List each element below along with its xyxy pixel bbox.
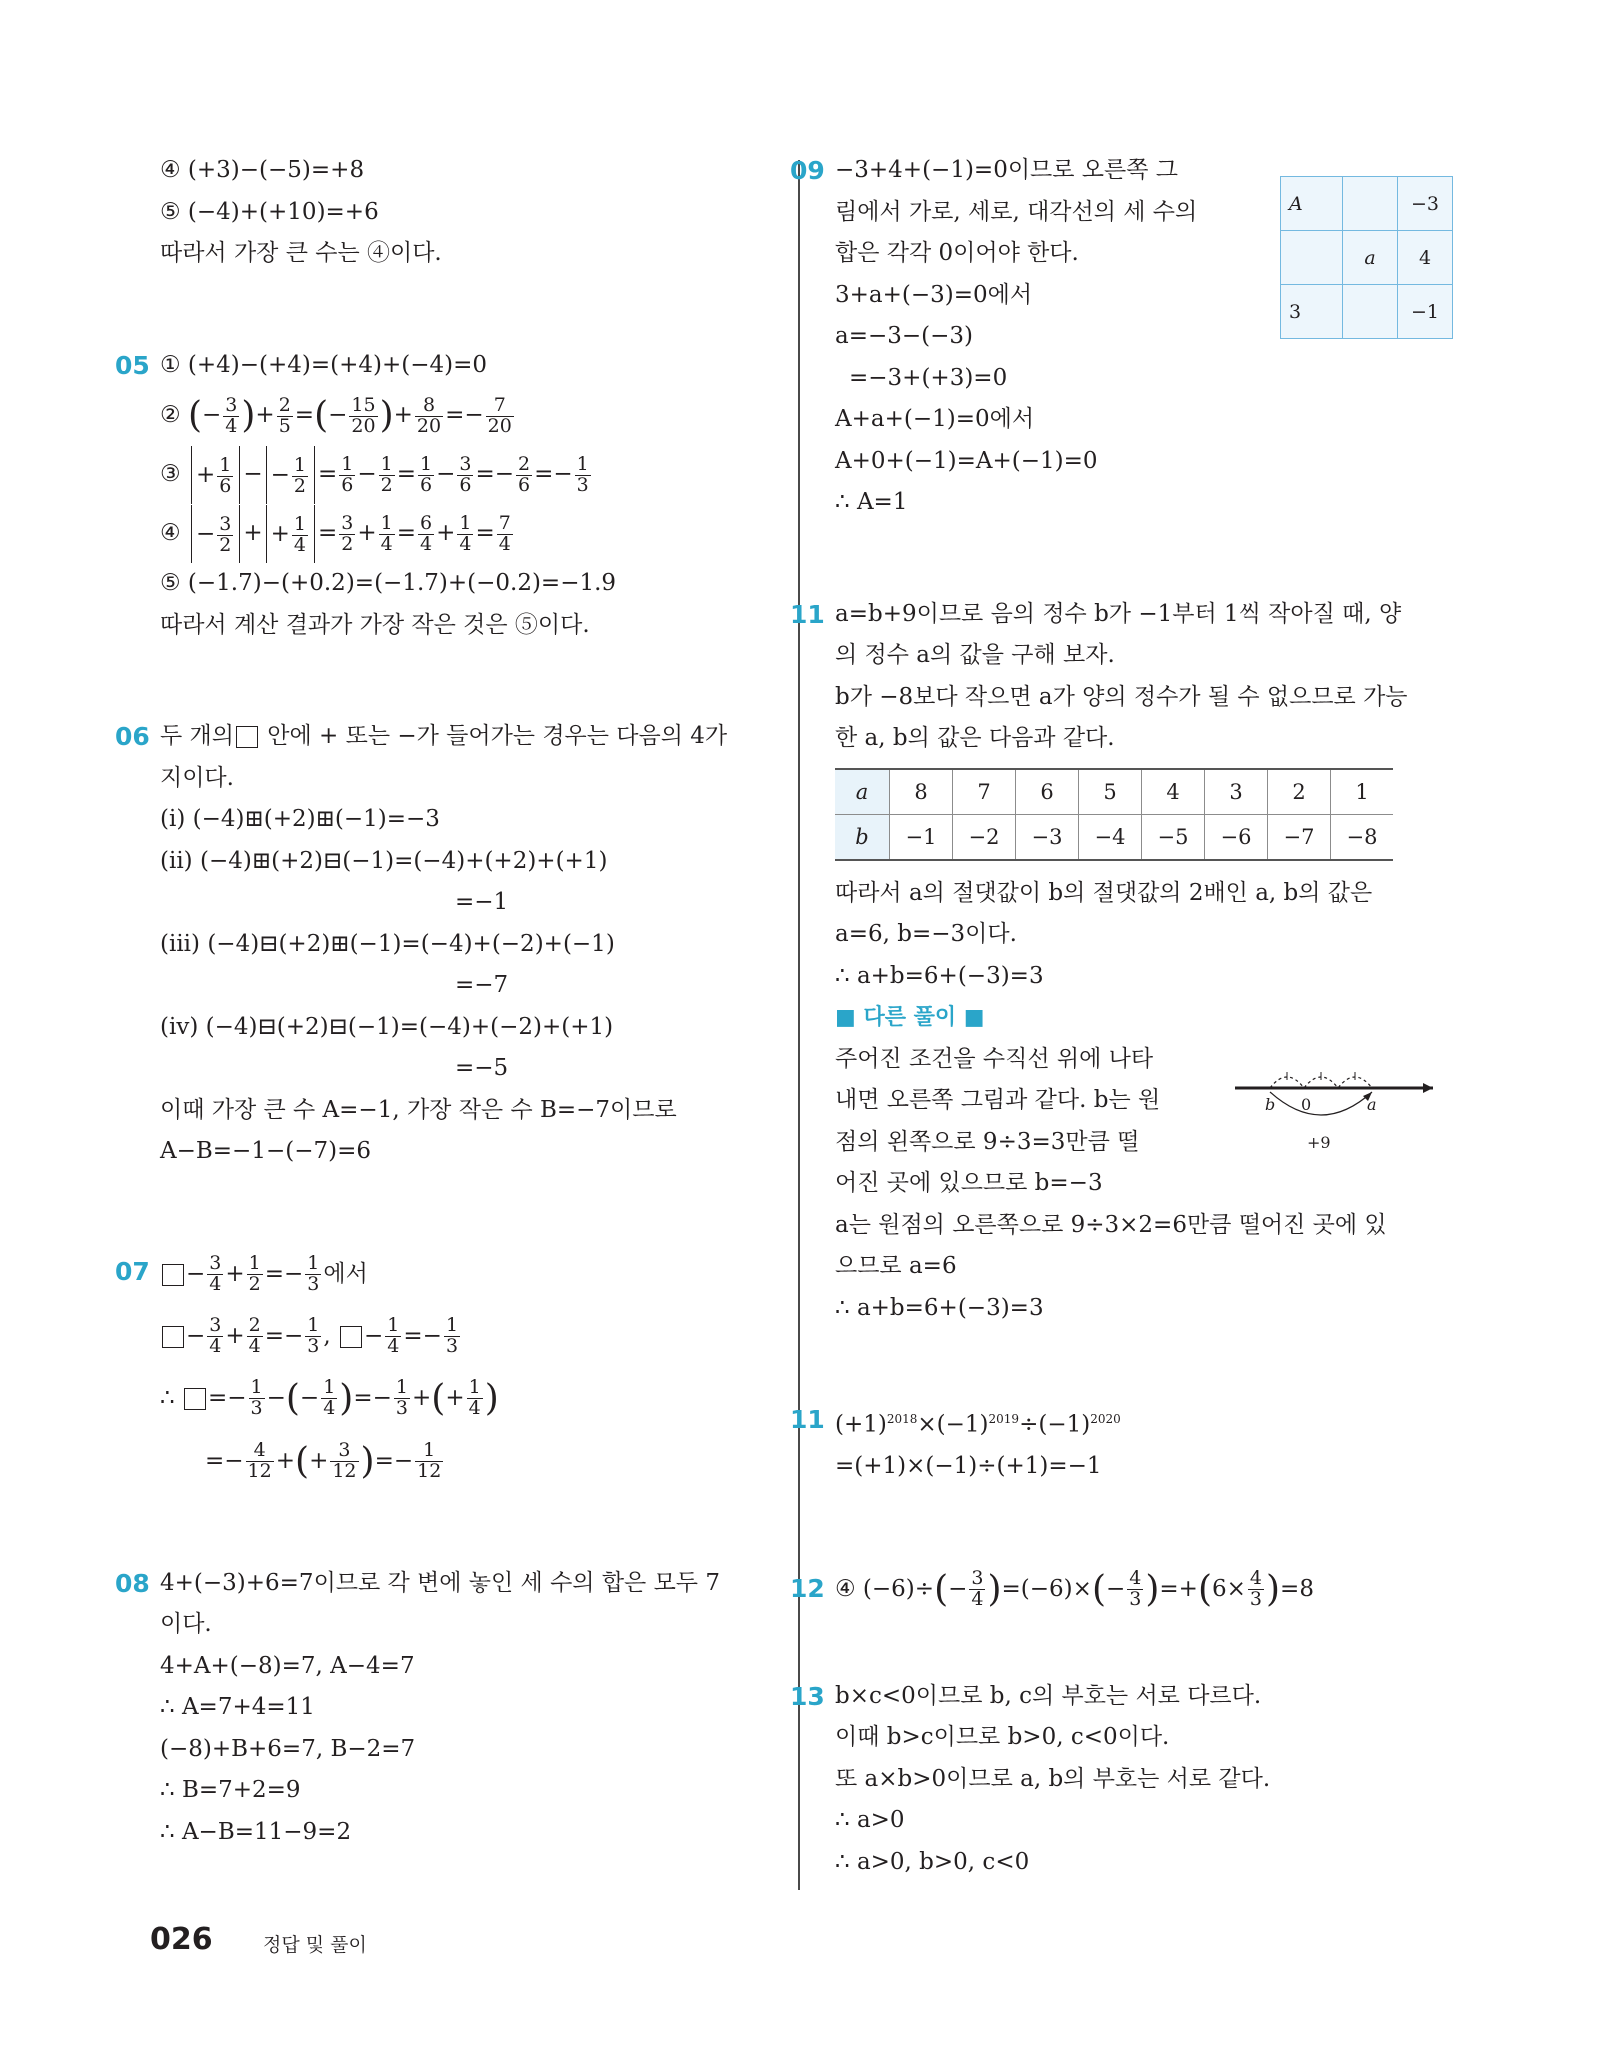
table-cell: 5 (1079, 769, 1142, 815)
problem-number: 13 (790, 1681, 825, 1711)
p06-case-4-result: =−5 (455, 1055, 509, 1081)
p11a-other-6: 으므로 a=6 (835, 1253, 957, 1279)
p04-line-2: ⑤ (−4)+(+10)=+6 (160, 198, 379, 225)
p11a-line-1: a=b+9이므로 음의 정수 b가 −1부터 1씩 작아질 때, 양 (835, 600, 1402, 627)
p09-line-2: 림에서 가로, 세로, 대각선의 세 수의 (835, 198, 1198, 225)
page-number: 026 (150, 1922, 213, 1957)
left-column (115, 150, 780, 1853)
grid-cell: −3 (1398, 177, 1453, 231)
problem-07 (115, 1243, 780, 1493)
problem-number: 05 (115, 350, 150, 380)
label-a: a (1367, 1095, 1377, 1114)
p07-line-1: − $\frac{3}{4}$ + $\frac{1}{2}$ =− $\frac{1}{3}$ 에서 (160, 1243, 780, 1305)
problem-04-continued (160, 150, 780, 275)
blank-box (162, 1264, 184, 1286)
label-b: b (1265, 1095, 1276, 1114)
p11a-other-2: 내면 오른쪽 그림과 같다. b는 원 (835, 1087, 1161, 1113)
grid-cell: −1 (1398, 285, 1453, 339)
p05-line-2: ② (− $\frac{3}{4}$ )+ $\frac{2}{5}$ =(− $\frac{15}{20}$ )+ $\frac{8}{20}$ =− $\frac{7}{20}$ (160, 393, 512, 437)
other-solution-label: ■ 다른 풀이 ■ (835, 1005, 985, 1030)
table-cell: 4 (1142, 769, 1205, 815)
exponent: 2020 (1090, 1412, 1121, 1426)
grid-cell: 4 (1398, 231, 1453, 285)
p07-line-3: ∴ =− $\frac{1}{3}$ −(− $\frac{1}{4}$ )=− $\frac{1}{3}$ +(+ $\frac{1}{4}$ ) (160, 1376, 499, 1419)
p06-case-2: (ii) (−4)⊞(+2)⊟(−1)=(−4)+(+2)+(+1) (160, 847, 608, 874)
table-cell: −4 (1079, 814, 1142, 860)
p11a-line-2: 의 정수 a의 값을 구해 보자. (835, 642, 1115, 668)
p11a-other-7: ∴ a+b=6+(−3)=3 (835, 1294, 1044, 1321)
p13-line-2: 이때 b>c이므로 b>0, c<0이다. (835, 1724, 1170, 1751)
table-cell: −1 (890, 814, 953, 860)
p13-line-4: ∴ a>0 (835, 1807, 905, 1834)
p04-line-1: ④ (+3)−(−5)=+8 (160, 157, 365, 183)
p11a-other-3: 점의 왼쪽으로 9÷3=3만큼 떨 (835, 1128, 1140, 1155)
p08-line-3: 4+A+(−8)=7, A−4=7 (160, 1652, 415, 1679)
grid-cell: 3 (1281, 285, 1343, 339)
p06-case-3-result: =−7 (455, 972, 509, 998)
problem-number: 12 (790, 1573, 825, 1603)
p11a-other-1: 주어진 조건을 수직선 위에 나타 (835, 1045, 1154, 1072)
p11b-line-1 (835, 1399, 1465, 1446)
p09-line-6: =−3+(+3)=0 (849, 364, 1008, 391)
table-cell: −7 (1268, 814, 1331, 860)
p08-line-7: ∴ A−B=11−9=2 (160, 1818, 352, 1845)
p11a-line-5: 따라서 a의 절댓값이 b의 절댓값의 2배인 a, b의 값은 (835, 879, 1373, 906)
p08-line-6: ∴ B=7+2=9 (160, 1777, 301, 1803)
problem-13 (790, 1676, 1465, 1884)
p08-line-4: ∴ A=7+4=11 (160, 1694, 315, 1720)
table-row-b (835, 814, 1393, 860)
p11a-line-7: ∴ a+b=6+(−3)=3 (835, 962, 1044, 989)
p08-line-5: (−8)+B+6=7, B−2=7 (160, 1735, 416, 1762)
table-cell: 3 (1205, 769, 1268, 815)
problem-12 (790, 1558, 1465, 1621)
right-column (790, 150, 1465, 1883)
p09-line-5: a=−3−(−3) (835, 323, 974, 349)
p08-line-1: 4+(−3)+6=7이므로 각 변에 놓인 세 수의 합은 모두 7 (160, 1569, 720, 1596)
p04-conclusion: 따라서 가장 큰 수는 ④이다. (160, 240, 442, 266)
label-zero: 0 (1301, 1095, 1312, 1114)
p06-case-2-result: =−1 (455, 889, 509, 915)
p06-intro-1 (160, 716, 780, 758)
p06-intro-2: 지이다. (160, 764, 234, 791)
p06-case-3: (iii) (−4)⊟(+2)⊞(−1)=(−4)+(−2)+(−1) (160, 930, 615, 957)
table-cell: 6 (1016, 769, 1079, 815)
p05-line-4: ④ − $\frac{3}{2}$ + + $\frac{1}{4}$ = $\frac{3}{2}$ + $\frac{1}{4}$ = $\frac{6}{4}$ + $\frac{1}{4}$ = $\frac{7}{4}$ (160, 504, 780, 563)
blank-box (162, 1326, 184, 1348)
p05-conclusion: 따라서 계산 결과가 가장 작은 것은 ⑤이다. (160, 611, 590, 638)
p11b-part: (+1) (835, 1411, 887, 1438)
p11a-line-4: 한 a, b의 값은 다음과 같다. (835, 725, 1115, 751)
table-cell: 7 (953, 769, 1016, 815)
exponent: 2018 (886, 1412, 918, 1426)
p06-case-4: (iv) (−4)⊟(+2)⊟(−1)=(−4)+(−2)+(+1) (160, 1013, 614, 1040)
label-plus9: +9 (1307, 1133, 1331, 1152)
ab-values-table (835, 768, 1393, 861)
p13-line-3: 또 a×b>0이므로 a, b의 부호는 서로 같다. (835, 1765, 1271, 1792)
problem-09 (790, 150, 1465, 524)
table-cell: 1 (1331, 769, 1394, 815)
problem-number: 08 (115, 1568, 150, 1598)
p06-conclusion-1: 이때 가장 큰 수 A=−1, 가장 작은 수 B=−7이므로 (160, 1096, 677, 1123)
p07-line-4: =− $\frac{4}{12}$ +(+ $\frac{3}{12}$ )=− $\frac{1}{12}$ (205, 1439, 442, 1482)
problem-11-a (790, 594, 1465, 1330)
problem-number: 06 (115, 722, 150, 751)
problem-11-b (790, 1399, 1465, 1488)
p11a-other-5: a는 원점의 오른쪽으로 9÷3×2=6만큼 떨어진 곳에 있 (835, 1211, 1387, 1238)
p09-line-3: 합은 각각 0이어야 한다. (835, 240, 1079, 266)
p11a-line-6: a=6, b=−3이다. (835, 921, 1017, 947)
p06-intro-1a: 두 개의 (160, 723, 234, 749)
p09-line-1: −3+4+(−1)=0이므로 오른쪽 그 (835, 157, 1178, 183)
p09-line-8: A+0+(−1)=A+(−1)=0 (835, 447, 1098, 474)
p05-line-3: ③ + $\frac{1}{6}$ − − $\frac{1}{2}$ = $\frac{1}{6}$ − $\frac{1}{2}$ = $\frac{1}{6}$ − $\frac{3}{6}$ =− $\frac{2}{6}$ =− $\frac{1}{3}$ (160, 445, 780, 504)
problem-number: 11 (790, 599, 825, 629)
p09-line-7: A+a+(−1)=0에서 (835, 406, 1035, 432)
problem-number: 11 (790, 1405, 825, 1434)
p13-line-1: b×c<0이므로 b, c의 부호는 서로 다르다. (835, 1682, 1262, 1709)
p05-line-5: ⑤ (−1.7)−(+0.2)=(−1.7)+(−0.2)=−1.9 (160, 570, 617, 596)
p11a-line-3: b가 −8보다 작으면 a가 양의 정수가 될 수 없으므로 가능 (835, 683, 1408, 710)
p06-conclusion-2: A−B=−1−(−7)=6 (160, 1138, 371, 1164)
other-solution-heading (835, 997, 1465, 1039)
p09-line-4: 3+a+(−3)=0에서 (835, 281, 1033, 308)
grid-cell: a (1343, 231, 1398, 285)
p09-line-9: ∴ A=1 (835, 489, 908, 515)
table-cell: −2 (953, 814, 1016, 860)
table-header-b: b (835, 814, 890, 860)
grid-cell: A (1281, 177, 1343, 231)
table-cell: 8 (890, 769, 953, 815)
blank-box (184, 1388, 206, 1410)
table-row-a (835, 769, 1393, 815)
p11b-part: ÷(−1) (1019, 1411, 1091, 1438)
blank-box (340, 1326, 362, 1348)
exponent: 2019 (988, 1412, 1020, 1426)
p13-line-5: ∴ a>0, b>0, c<0 (835, 1848, 1030, 1875)
p11b-part: ×(−1) (917, 1411, 989, 1438)
table-cell: −3 (1016, 814, 1079, 860)
problem-05 (115, 345, 780, 647)
p07-line-2: − $\frac{3}{4}$ + $\frac{2}{4}$ =− $\frac{1}{3}$ , − $\frac{1}{4}$ =− $\frac{1}{3}$ (160, 1305, 780, 1367)
table-cell: 2 (1268, 769, 1331, 815)
problem-number: 09 (790, 156, 825, 185)
p05-line-1: ① (+4)−(+4)=(+4)+(−4)=0 (160, 351, 488, 378)
p07-suffix: 에서 (323, 1260, 368, 1287)
problem-06 (115, 716, 780, 1173)
table-cell: −6 (1205, 814, 1268, 860)
table-cell: −8 (1331, 814, 1394, 860)
column-divider (798, 160, 800, 1890)
table-cell: −5 (1142, 814, 1205, 860)
page-footer-title: 정답 및 풀이 (263, 1934, 367, 1956)
problem-number: 07 (115, 1256, 150, 1286)
p06-case-1: (i) (−4)⊞(+2)⊞(−1)=−3 (160, 806, 440, 832)
p11b-line-2: =(+1)×(−1)÷(+1)=−1 (835, 1453, 1102, 1480)
p11a-other-4: 어진 곳에 있으므로 b=−3 (835, 1170, 1103, 1196)
table-header-a: a (835, 769, 890, 815)
p06-intro-1b: 안에 + 또는 −가 들어가는 경우는 다음의 4가 (267, 723, 728, 749)
p12-line-1: ④ (−6)÷(− $\frac{3}{4}$ )=(−6)×(− $\frac{4}{3}$ )=+(6× $\frac{4}{3}$ )=8 (835, 1567, 1314, 1611)
blank-box (236, 726, 258, 748)
p08-line-2: 이다. (160, 1611, 212, 1637)
problem-08 (115, 1563, 780, 1854)
